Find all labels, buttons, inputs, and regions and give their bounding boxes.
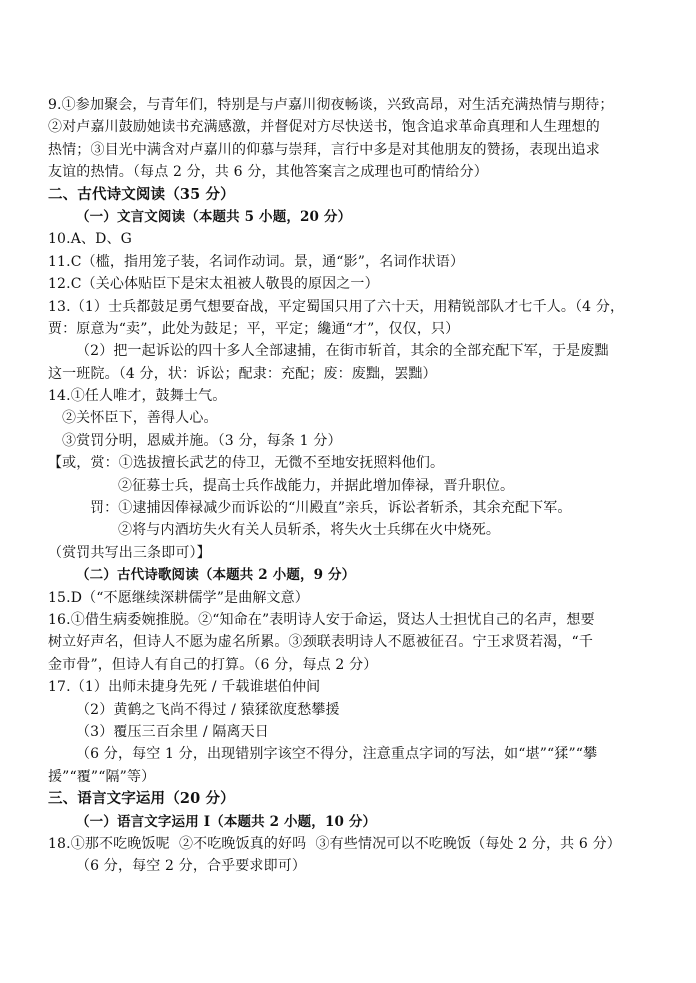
text-line: （2）把一起诉讼的四十多人全部逮捕，在街市斩首，其余的全部充配下军，于是废黜 (76, 343, 609, 360)
text-line: ②将与内酒坊失火有关人员斩杀，将失火士兵绑在火中烧死。 (118, 522, 501, 539)
section-heading: 二、古代诗文阅读（35 分） (48, 185, 235, 203)
text-line: 10.A、D、G (48, 231, 132, 248)
text-line: 13.（1）士兵都鼓足勇气想要奋战，平定蜀国只用了六十天，用精锐部队才七千人。（4 分， (48, 298, 625, 315)
text-line: 树立好声名，但诗人不愿为虚名所累。③颈联表明诗人不愿被征召。宁王求贤若渴，“千 (48, 634, 594, 651)
text-line: ③赏罚分明，恩威并施。（3 分，每条 1 分） (62, 432, 342, 449)
text-line: 【或，赏：①选拔擅长武艺的侍卫，无微不至地安抚照料他们。 (48, 455, 445, 472)
text-line: 17.（1）出师未捷身先死 / 千载谁堪伯仲间 (48, 679, 321, 696)
text-line: （赏罚共写出三条即可）】 (48, 544, 211, 561)
text-line: ②关怀臣下，善得人心。 (62, 410, 218, 427)
text-line: （6 分，每空 2 分，合乎要求即可） (76, 858, 307, 875)
text-line: （2）黄鹤之飞尚不得过 / 猿猱欲度愁攀援 (76, 701, 340, 718)
text-line: ②对卢嘉川鼓励她读书充满感激，并督促对方尽快送书，饱含追求革命真理和人生理想的 (48, 119, 600, 136)
text-line: 援”“覆”“隔”等） (48, 768, 156, 785)
text-line: ②征募士兵，提高士兵作战能力，并据此增加俸禄，晋升职位。 (118, 477, 515, 494)
subsection-heading: （一）文言文阅读（本题共 5 小题，20 分） (76, 208, 352, 225)
text-line: 11.C（槛，指用笼子装，名词作动词。景，通“影”，名词作状语） (48, 253, 465, 270)
text-line: 15.D（“不愿继续深耕儒学”是曲解文意） (48, 589, 309, 606)
text-line: （6 分，每空 1 分，出现错别字该空不得分，注意重点字词的写法，如“堪”“猱”“攀 (76, 746, 598, 763)
text-line: 18.①那不吃晚饭呢 ②不吃晚饭真的好吗 ③有些情况可以不吃晚饭（每处 2 分，共 6 分） (48, 835, 621, 852)
text-line: 金市骨”，但诗人有自己的打算。（6 分，每点 2 分） (48, 656, 378, 673)
answer-key-page (48, 94, 660, 878)
text-line: 12.C（关心体贴臣下是宋太祖被人敬畏的原因之一） (48, 276, 379, 293)
section-heading: 三、语言文字运用（20 分） (48, 790, 235, 808)
text-line: （3）覆压三百余里 / 隔离天日 (76, 723, 269, 740)
text-line: 罚：①逮捕因俸禄减少而诉讼的“川殿直”亲兵，诉讼者斩杀，其余充配下军。 (90, 500, 572, 517)
text-line: 贾：原意为“卖”，此处为鼓足；平，平定；纔通“才”，仅仅，只） (48, 320, 460, 337)
text-line: 16.①借生病委婉推脱。②“知命在”表明诗人安于命运，贤达人士担忧自己的名声，想要 (48, 611, 595, 628)
subsection-heading: （二）古代诗歌阅读（本题共 2 小题，9 分） (76, 567, 356, 584)
text-line: 9.①参加聚会，与青年们，特别是与卢嘉川彻夜畅谈，兴致高昂，对生活充满热情与期待； (48, 97, 614, 113)
text-line: 这一班院。（4 分，状：诉讼；配隶：充配；废：废黜，罢黜） (48, 365, 437, 382)
text-line: 友谊的热情。（每点 2 分，共 6 分，其他答案言之成理也可酌情给分） (48, 164, 488, 181)
subsection-heading: （一）语言文字运用 Ⅰ（本题共 2 小题，10 分） (76, 813, 377, 830)
text-line: 14.①任人唯才，鼓舞士气。 (48, 388, 227, 405)
text-line: 热情；③目光中满含对卢嘉川的仰慕与崇拜，言行中多是对其他朋友的赞扬，表现出追求 (48, 141, 600, 158)
